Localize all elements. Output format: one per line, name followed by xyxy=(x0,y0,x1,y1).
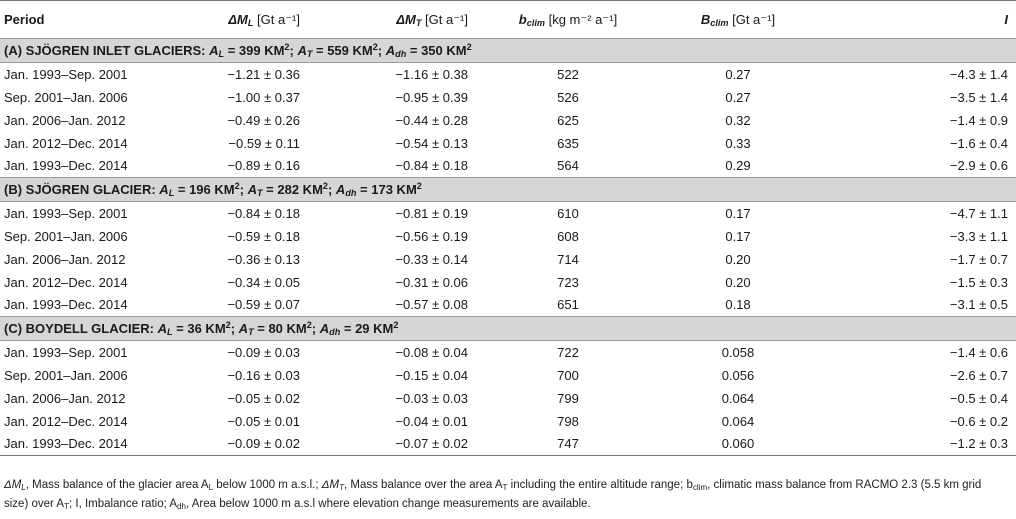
table-row xyxy=(0,225,1016,248)
table-row xyxy=(0,109,1016,132)
cell-delta-mt: −0.03 ± 0.03 xyxy=(395,390,468,406)
cell-period: Jan. 1993–Dec. 2014 xyxy=(0,433,160,456)
cell-b-clim: 747 xyxy=(476,433,660,456)
cell-b-clim: 608 xyxy=(557,228,579,244)
cell-b-clim: 722 xyxy=(557,344,579,360)
cell-delta-mt: −0.04 ± 0.01 xyxy=(395,413,468,429)
cell-imbalance: −2.6 ± 0.7 xyxy=(949,367,1008,383)
table-row xyxy=(0,341,1016,364)
cell-B-clim: 0.17 xyxy=(725,228,751,244)
cell-delta-ml: −0.36 ± 0.13 xyxy=(227,251,300,267)
header-delta-ml: $\Delta M_L$ [Gt a⁻¹] xyxy=(160,1,308,39)
section-header-row xyxy=(0,39,1016,63)
cell-period: Jan. 2012–Dec. 2014 xyxy=(4,135,128,151)
cell-B-clim: 0.064 xyxy=(721,413,755,429)
cell-b-clim: 799 xyxy=(557,390,579,406)
section-title: (A) SJÖGREN INLET GLACIERS: $A_L = 399$ $KM^2$; $A_T = 559$ $KM^2$; $A_{dh} = 350$ $KM^2$ xyxy=(0,39,1016,63)
cell-period: Jan. 2006–Jan. 2012 xyxy=(4,112,126,128)
cell-b-clim: 714 xyxy=(557,251,579,267)
cell-b-clim: 526 xyxy=(557,89,579,105)
cell-delta-mt: −0.33 ± 0.14 xyxy=(395,251,468,267)
cell-period: Sep. 2001–Jan. 2006 xyxy=(4,89,128,105)
cell-delta-ml: −1.00 ± 0.37 xyxy=(227,89,300,105)
table-row xyxy=(0,63,1016,86)
cell-delta-mt: −0.57 ± 0.08 xyxy=(395,297,468,313)
cell-period: Jan. 2012–Dec. 2014 xyxy=(4,413,128,429)
cell-delta-mt: −0.07 ± 0.02 xyxy=(308,433,476,456)
cell-B-clim: 0.27 xyxy=(725,89,751,105)
cell-imbalance: −2.9 ± 0.6 xyxy=(949,158,1008,174)
table-row xyxy=(0,248,1016,271)
cell-B-clim: 0.32 xyxy=(725,112,751,128)
cell-B-clim: 0.060 xyxy=(660,433,816,456)
cell-delta-ml: −0.05 ± 0.02 xyxy=(227,390,300,406)
cell-b-clim: 564 xyxy=(557,158,579,174)
section-title: (C) BOYDELL GLACIER: $A_L = 36$ $KM^2$; $A_T = 80$ $KM^2$; $A_{dh} = 29$ $KM^2$ xyxy=(0,317,1016,341)
section-title: (B) SJÖGREN GLACIER: $A_L = 196$ $KM^2$; $A_T = 282$ $KM^2$; $A_{dh} = 173$ $KM^2$ xyxy=(0,178,1016,202)
cell-delta-mt: −1.16 ± 0.38 xyxy=(395,66,468,82)
table-row xyxy=(0,364,1016,387)
table-row xyxy=(0,294,1016,317)
cell-delta-mt: −0.95 ± 0.39 xyxy=(395,89,468,105)
header-B-clim: $B_{clim}$ [Gt a⁻¹] xyxy=(660,1,816,39)
table-body xyxy=(0,39,1016,456)
cell-delta-ml: −0.09 ± 0.03 xyxy=(227,344,300,360)
cell-b-clim: 625 xyxy=(557,112,579,128)
cell-b-clim: 700 xyxy=(557,367,579,383)
cell-B-clim: 0.20 xyxy=(725,274,751,290)
cell-B-clim: 0.33 xyxy=(725,135,751,151)
cell-b-clim: 651 xyxy=(557,297,579,313)
table-footnote: $\Delta M_L$, Mass balance of the glacier area $A_L$ below 1000 m a.s.l.; $\Delta M_T$, Mass balance over the area $A_T$ including the entire altitude range; $b_{clim}$, climatic mass balance from RACMO 2.3 (5.5 km grid size) over $A_T$; I, Imbalance ratio; $A_{dh}$, Area below 1000 m a.s.l where elevation change measurements are available. xyxy=(4,479,982,511)
cell-imbalance: −1.7 ± 0.7 xyxy=(949,251,1008,267)
header-delta-mt: $\Delta M_T$ [Gt a⁻¹] xyxy=(308,1,476,39)
cell-imbalance: −1.6 ± 0.4 xyxy=(949,135,1008,151)
cell-delta-ml: −0.59 ± 0.11 xyxy=(228,135,300,151)
cell-imbalance: −3.5 ± 1.4 xyxy=(949,89,1008,105)
cell-imbalance: −0.5 ± 0.4 xyxy=(949,390,1008,406)
cell-delta-mt: −0.81 ± 0.19 xyxy=(395,205,468,221)
header-period: Period xyxy=(0,1,160,39)
cell-delta-mt: −0.56 ± 0.19 xyxy=(395,228,468,244)
cell-b-clim: 798 xyxy=(557,413,579,429)
cell-period: Jan. 2006–Jan. 2012 xyxy=(4,251,126,267)
cell-delta-ml: −0.09 ± 0.02 xyxy=(160,433,308,456)
table-row xyxy=(0,202,1016,225)
cell-B-clim: 0.056 xyxy=(721,367,755,383)
cell-b-clim: 723 xyxy=(557,274,579,290)
cell-delta-ml: −0.84 ± 0.18 xyxy=(227,205,300,221)
table-row xyxy=(0,410,1016,433)
cell-period: Jan. 1993–Sep. 2001 xyxy=(4,66,128,82)
table-row xyxy=(0,271,1016,294)
cell-B-clim: 0.18 xyxy=(725,297,751,313)
cell-delta-mt: −0.31 ± 0.06 xyxy=(395,274,468,290)
cell-delta-mt: −0.84 ± 0.18 xyxy=(395,158,468,174)
cell-delta-ml: −0.16 ± 0.03 xyxy=(227,367,300,383)
cell-period: Sep. 2001–Jan. 2006 xyxy=(4,367,128,383)
cell-period: Jan. 1993–Dec. 2014 xyxy=(4,297,128,313)
cell-B-clim: 0.29 xyxy=(725,158,751,174)
section-header-row xyxy=(0,317,1016,341)
cell-imbalance: −1.4 ± 0.9 xyxy=(949,112,1008,128)
cell-imbalance: −1.2 ± 0.3 xyxy=(816,433,1016,456)
header-row xyxy=(0,1,1016,39)
cell-imbalance: −1.4 ± 0.6 xyxy=(949,344,1008,360)
cell-period: Jan. 2006–Jan. 2012 xyxy=(4,390,126,406)
cell-b-clim: 635 xyxy=(557,135,579,151)
header-imbalance: I xyxy=(816,1,1016,39)
cell-imbalance: −3.1 ± 0.5 xyxy=(949,297,1008,313)
cell-delta-ml: −0.59 ± 0.07 xyxy=(227,297,300,313)
cell-period: Jan. 1993–Sep. 2001 xyxy=(4,344,128,360)
cell-period: Jan. 2012–Dec. 2014 xyxy=(4,274,128,290)
cell-period: Sep. 2001–Jan. 2006 xyxy=(4,228,128,244)
cell-delta-ml: −0.34 ± 0.05 xyxy=(227,274,300,290)
cell-delta-mt: −0.44 ± 0.28 xyxy=(395,112,468,128)
table-row xyxy=(0,132,1016,155)
header-b-clim: $b_{clim}$ [kg m⁻² a⁻¹] xyxy=(476,1,660,39)
section-header-row xyxy=(0,178,1016,202)
table-row xyxy=(0,86,1016,109)
cell-period: Jan. 1993–Dec. 2014 xyxy=(4,158,128,174)
cell-delta-mt: −0.08 ± 0.04 xyxy=(395,344,468,360)
cell-delta-mt: −0.54 ± 0.13 xyxy=(395,135,468,151)
cell-delta-mt: −0.15 ± 0.04 xyxy=(395,367,468,383)
cell-B-clim: 0.20 xyxy=(725,251,751,267)
table-row xyxy=(0,387,1016,410)
cell-imbalance: −0.6 ± 0.2 xyxy=(949,413,1008,429)
cell-delta-ml: −0.59 ± 0.18 xyxy=(227,228,300,244)
cell-b-clim: 522 xyxy=(557,66,579,82)
cell-delta-ml: −0.49 ± 0.26 xyxy=(227,112,300,128)
cell-B-clim: 0.064 xyxy=(721,390,755,406)
cell-imbalance: −4.3 ± 1.4 xyxy=(949,66,1008,82)
table-row xyxy=(0,155,1016,178)
table-row xyxy=(0,433,1016,456)
cell-period: Jan. 1993–Sep. 2001 xyxy=(4,205,128,221)
cell-b-clim: 610 xyxy=(557,205,579,221)
cell-delta-ml: −0.89 ± 0.16 xyxy=(227,158,300,174)
cell-imbalance: −3.3 ± 1.1 xyxy=(949,228,1008,244)
cell-imbalance: −1.5 ± 0.3 xyxy=(949,274,1008,290)
cell-delta-ml: −1.21 ± 0.36 xyxy=(227,66,300,82)
cell-delta-ml: −0.05 ± 0.01 xyxy=(227,413,300,429)
cell-B-clim: 0.058 xyxy=(721,344,755,360)
cell-imbalance: −4.7 ± 1.1 xyxy=(949,205,1008,221)
cell-B-clim: 0.27 xyxy=(725,66,751,82)
cell-B-clim: 0.17 xyxy=(725,205,751,221)
